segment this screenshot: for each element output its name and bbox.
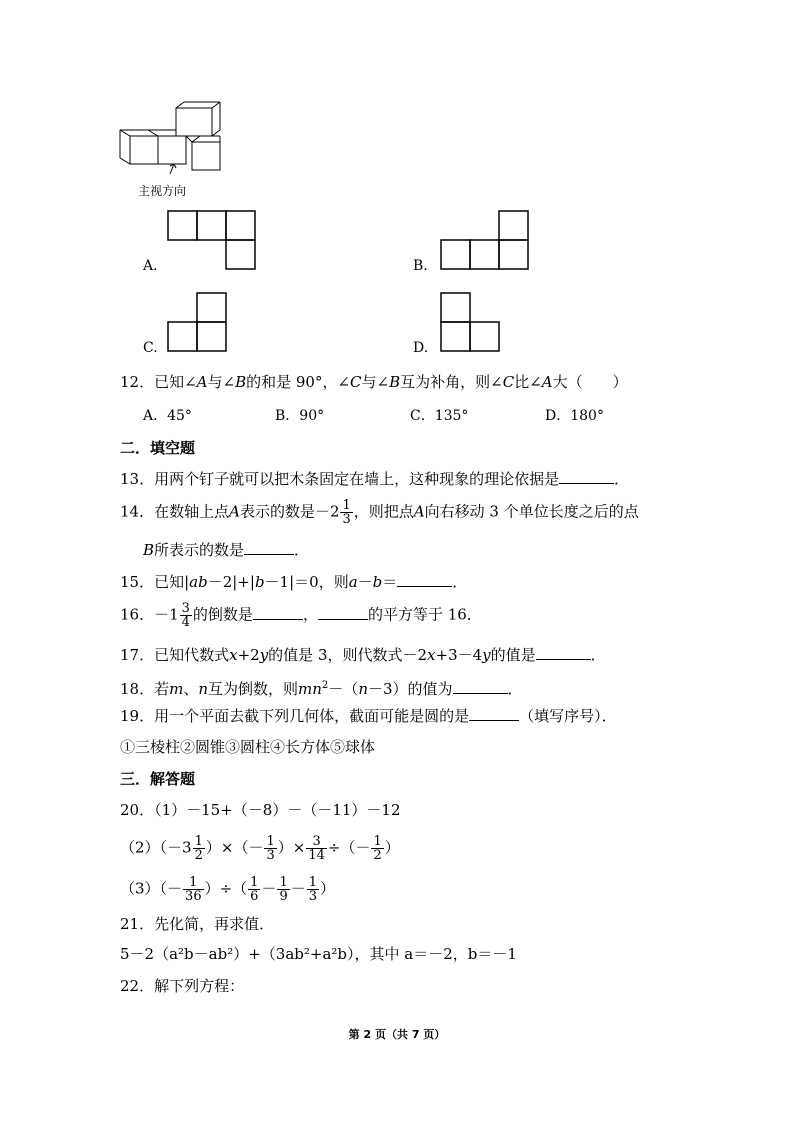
- answer-blank: [253, 605, 303, 620]
- option-d-label: D.: [413, 340, 429, 356]
- page-footer: 第 2 页（共 7 页）: [348, 1028, 446, 1041]
- question-14: 14．在数轴上点A表示的数是－2 $\frac{1}{3}$ ，则把点A向右移动 3 个单位长度之后的点: [120, 498, 639, 527]
- question-17: 17．已知代数式x+2y的值是 3，则代数式－2x+3－4y的值是 ．: [120, 646, 606, 664]
- answer-blank: [244, 540, 294, 555]
- question-19: 19．用一个平面去截下列几何体，截面可能是圆的是 （填写序号）．: [120, 707, 617, 725]
- q12-option-a: A．45°: [143, 408, 192, 424]
- fraction: $\frac{1}{2}$: [373, 834, 382, 863]
- option-a-label: A.: [143, 258, 158, 274]
- question-20-part1: 20．（1）－15+（－8）－（－11）－12: [120, 801, 401, 819]
- view-direction-caption: 主视方向: [138, 184, 187, 198]
- fraction: $\frac{3}{14}$: [308, 834, 325, 863]
- question-13: 13．用两个钉子就可以把木条固定在墙上，这种现象的理论依据是 ．: [120, 470, 630, 488]
- q12-option-d: D．180°: [545, 408, 604, 424]
- option-c-label: C.: [143, 340, 158, 356]
- option-b-figure: [440, 210, 530, 270]
- fraction: $\frac{1}{3}$: [342, 498, 351, 527]
- answer-blank: [469, 706, 519, 721]
- answer-blank: [318, 605, 368, 620]
- option-d-figure: [440, 292, 502, 354]
- question-21-expression: 5－2（a²b－ab²）+（3ab²+a²b），其中 a＝－2，b＝－1: [120, 945, 517, 963]
- answer-blank: [453, 679, 508, 694]
- question-22-title: 22．解下列方程：: [120, 977, 245, 995]
- answer-blank: [397, 572, 452, 587]
- fraction: $\frac{1}{3}$: [308, 875, 318, 904]
- question-20-part3: （3）（－ $\frac{1}{36}$ ）÷（ $\frac{1}{6}$ － $\frac{1}{9}$ － $\frac{1}{3}$ ）: [120, 875, 336, 904]
- answer-blank: [559, 469, 614, 484]
- question-19-choices: ①三棱柱②圆锥③圆柱④长方体⑤球体: [120, 738, 376, 756]
- option-b-label: B.: [413, 258, 428, 274]
- question-16: 16．－1 $\frac{3}{4}$ 的倒数是 ， 的平方等于 16．: [120, 601, 482, 630]
- option-c-figure: [167, 292, 229, 354]
- answer-blank: [536, 645, 591, 660]
- question-14-cont: B所表示的数是 ．: [143, 541, 310, 559]
- question-21-title: 21．先化简，再求值．: [120, 915, 275, 933]
- question-20-part2: （2）（－3 $\frac{1}{2}$ ）×（－ $\frac{1}{3}$ ）× $\frac{3}{14}$ ÷（－ $\frac{1}{2}$ ）: [120, 834, 400, 863]
- cube-solid-figure: [118, 100, 228, 175]
- fraction: $\frac{1}{9}$: [279, 875, 288, 904]
- fraction: $\frac{1}{36}$: [185, 875, 202, 904]
- fraction: $\frac{3}{4}$: [181, 601, 190, 630]
- fraction: $\frac{1}{2}$: [194, 834, 203, 863]
- option-a-figure: [167, 210, 257, 270]
- question-12: 12．已知∠A与∠B的和是 90°，∠C与∠B互为补角，则∠C比∠A大（ ）: [120, 373, 628, 391]
- section-2-title: 二．填空题: [120, 439, 196, 457]
- question-18: 18．若m、n互为倒数，则$mn^2-(n-3)$的值为 ．: [120, 680, 523, 698]
- q12-option-b: B．90°: [275, 408, 325, 424]
- fraction: $\frac{1}{3}$: [266, 834, 275, 863]
- fraction: $\frac{1}{6}$: [250, 875, 259, 904]
- section-3-title: 三．解答题: [120, 770, 196, 788]
- question-15: 15．已知|ab－2|+|b－1|＝0，则a－b＝ ．: [120, 573, 468, 591]
- q12-option-c: C．135°: [410, 408, 469, 424]
